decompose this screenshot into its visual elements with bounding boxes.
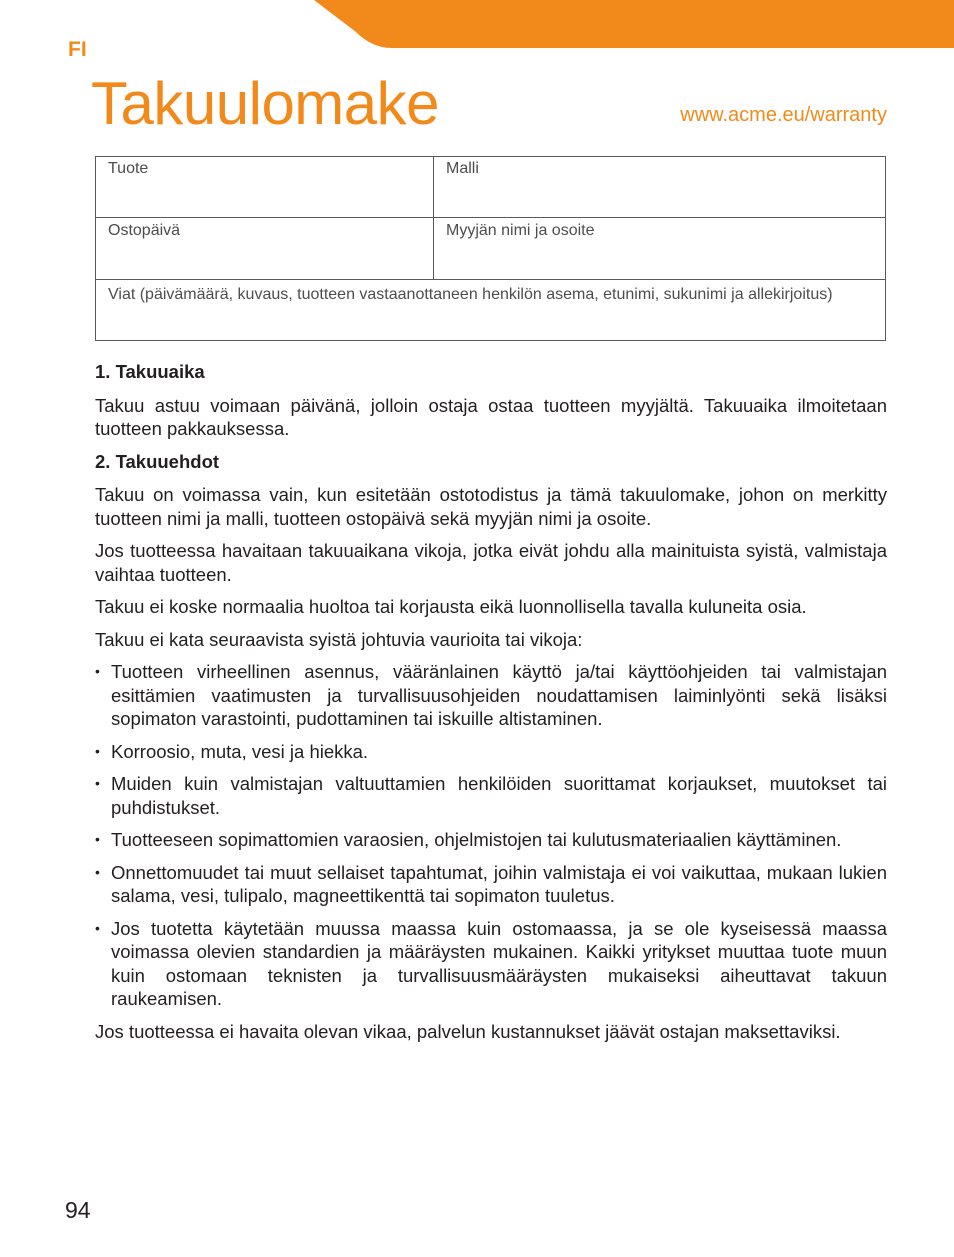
form-field-model[interactable] (434, 157, 886, 217)
bullet-icon: • (95, 742, 100, 759)
list-item-text: Tuotteen virheellinen asennus, vääränlainen käyttö ja/tai käyttöohjeiden tai valmistajan esittämien vaatimusten ja turvallisuusohjeiden noudattamisen laiminlyönti sekä lisäksi sopimaton varastointi, pudottaminen tai iskuille altistaminen. (111, 661, 887, 729)
warranty-form-table (95, 156, 886, 341)
form-field-purchase-date[interactable] (96, 218, 433, 279)
list-item-text: Tuotteeseen sopimattomien varaosien, ohjelmistojen tai kulutusmateriaalien käyttäminen. (111, 829, 842, 850)
header-orange-tab (314, 0, 954, 48)
list-item (95, 660, 887, 731)
paragraph-terms-1: Takuu on voimassa vain, kun esitetään ostotodistus ja tämä takuulomake, johon on merkitty tuotteen nimi ja malli, tuotteen ostopäivä sekä myyjän nimi ja osoite. (95, 484, 887, 529)
form-field-model-label: Malli (446, 160, 479, 177)
section-heading-warranty-terms: 2. Takuuehdot (95, 450, 220, 472)
list-item (95, 828, 887, 852)
form-field-product[interactable] (96, 157, 433, 217)
list-item-text: Onnettomuudet tai muut sellaiset tapahtumat, joihin valmistaja ei voi vaikuttaa, mukaan lukien salama, vesi, tulipalo, magneettikenttä tai sopimaton tuuletus. (111, 861, 887, 906)
list-item (95, 861, 887, 908)
form-field-seller[interactable] (434, 218, 886, 279)
bullet-icon: • (95, 775, 100, 791)
list-item-text: Jos tuotetta käytetään muussa maassa kuin ostomaassa, ja se ole kyseisessä maassa voimassa olevien standardien ja määräysten mukainen. Kaikki yritykset muuttaa tuote muun kuin ostomaan teknisten ja turvallisuusmääräysten mukaiseksi aiheuttavat takuun raukeamisen. (111, 917, 887, 1009)
paragraph-final: Jos tuotteessa ei havaita olevan vikaa, palvelun kustannukset jäävät ostajan maksettaviksi. (95, 1020, 841, 1042)
form-field-product-label: Tuote (108, 160, 149, 177)
list-item-text: Muiden kuin valmistajan valtuuttamien henkilöiden suorittamat korjaukset, muutokset tai puhdistukset. (111, 773, 887, 818)
bullet-icon: • (95, 663, 100, 679)
form-field-defects[interactable] (96, 280, 885, 340)
paragraph-terms-4: Takuu ei kata seuraavista syistä johtuvia vaurioita tai vikoja: (95, 628, 583, 650)
list-item (95, 772, 887, 819)
language-code: FI (68, 38, 87, 61)
form-field-purchase-date-label: Ostopäivä (108, 222, 181, 239)
form-field-defects-label: Viat (päivämäärä, kuvaus, tuotteen vastaanottaneen henkilön asema, etunimi, sukunimi ja allekirjoitus) (108, 286, 833, 303)
bullet-icon: • (95, 831, 100, 847)
paragraph-warranty-period: Takuu astuu voimaan päivänä, jolloin ostaja ostaa tuotteen myyjältä. Takuuaika ilmoitetaan tuotteen pakkauksessa. (95, 394, 887, 439)
list-item (95, 917, 887, 1011)
warranty-terms (95, 360, 887, 1052)
exclusions-list (95, 660, 887, 1011)
form-field-seller-label: Myyjän nimi ja osoite (446, 222, 595, 239)
page-number: 94 (65, 1197, 91, 1223)
warranty-url: www.acme.eu/warranty (680, 104, 887, 126)
bullet-icon: • (95, 863, 100, 880)
paragraph-terms-3: Takuu ei koske normaalia huoltoa tai korjausta eikä luonnollisella tavalla kuluneita osia. (95, 596, 807, 617)
paragraph-terms-2: Jos tuotteessa havaitaan takuuaikana vikoja, jotka eivät johdu alla mainituista syistä, valmistaja vaihtaa tuotteen. (95, 540, 887, 585)
list-item-text: Korroosio, muta, vesi ja hiekka. (111, 740, 369, 762)
list-item (95, 740, 887, 764)
bullet-icon: • (95, 919, 100, 936)
page-title: Takuulomake (91, 70, 440, 137)
section-heading-warranty-period: 1. Takuuaika (95, 361, 205, 382)
